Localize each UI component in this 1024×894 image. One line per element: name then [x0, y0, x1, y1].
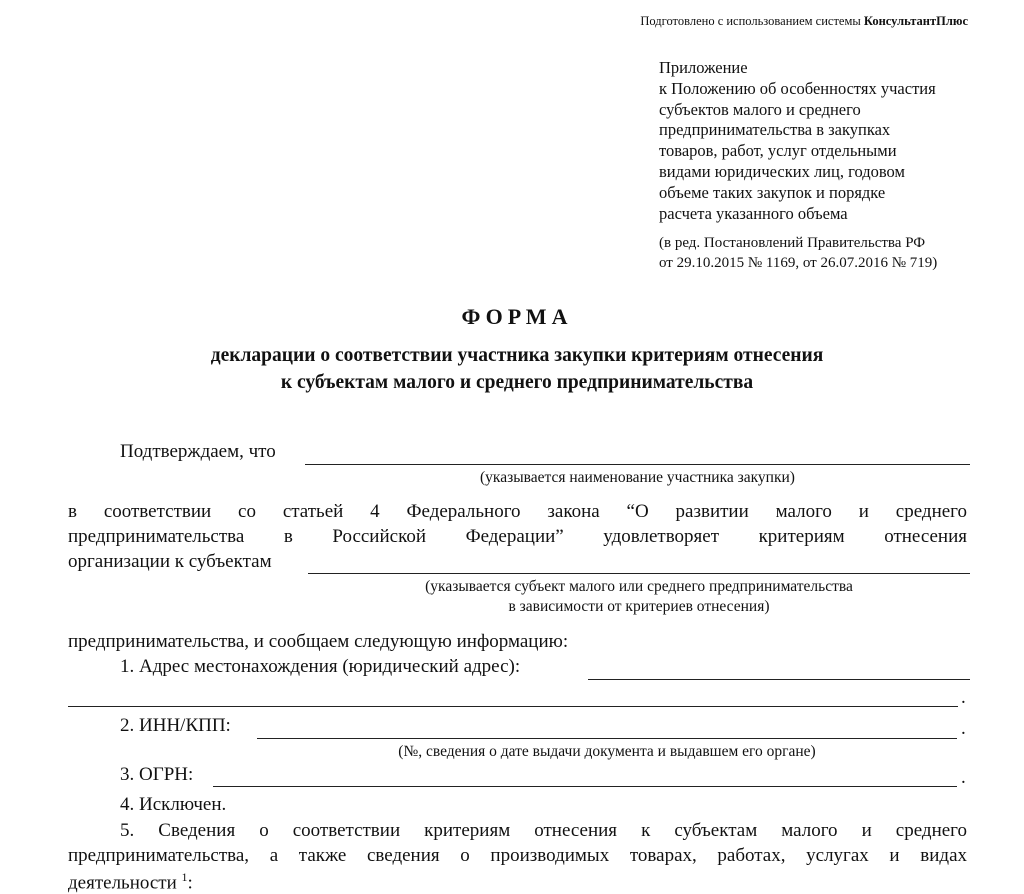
ogrn-field[interactable] [213, 786, 957, 787]
item-address-label: 1. Адрес местонахождения (юридический адрес): [120, 656, 521, 677]
participant-name-note: (указывается наименование участника закупки) [480, 469, 795, 486]
form-subtitle-line1: декларации о соответствии участника закупки критериям отнесения [210, 345, 824, 366]
item-excluded: 4. Исключен. [120, 794, 227, 815]
item-inn-label: 2. ИНН/КПП: [120, 715, 231, 736]
body-line: предпринимательства, и сообщаем следующую информацию: [68, 631, 569, 652]
item-ogrn-label: 3. ОГРН: [120, 764, 194, 785]
body-line: организации к субъектам [68, 551, 272, 572]
item-criteria-line: 5. Сведения о соответствии критериям отнесения к субъектам малого и среднего [120, 820, 967, 841]
appendix-line: видами юридических лиц, годовом [659, 161, 905, 181]
item-criteria-line: деятельности $^1$: [68, 870, 193, 894]
period: . [961, 767, 966, 788]
sme-subject-note-1: (указывается субъект малого или среднего предпринимательства [425, 578, 853, 595]
appendix-line: Приложение [659, 58, 748, 77]
appendix-line: расчета указанного объема [659, 203, 848, 223]
period: . [961, 687, 966, 708]
sme-subject-note-2: в зависимости от критериев отнесения) [508, 598, 770, 615]
form-subtitle-line2: к субъектам малого и среднего предпринимательства [280, 372, 754, 393]
participant-name-field[interactable] [305, 464, 970, 465]
inn-kpp-field[interactable] [257, 738, 957, 739]
amend-line: (в ред. Постановлений Правительства РФ [659, 235, 926, 251]
appendix-block [659, 58, 936, 224]
body-line: в соответствии со статьей 4 Федерального закона “О развитии малого и среднего [68, 501, 967, 522]
address-field[interactable] [588, 679, 970, 680]
appendix-line: к Положению об особенностях участия [659, 78, 936, 98]
sme-subject-field[interactable] [308, 573, 970, 574]
confirm-text: Подтверждаем, что [120, 441, 276, 462]
amend-line: от 29.10.2015 № 1169, от 26.07.2016 № 719) [659, 254, 938, 271]
footnote-mark[interactable]: 1 [181, 870, 188, 884]
amendment-note [659, 234, 937, 273]
appendix-line: предпринимательства в закупках [659, 120, 891, 140]
address-field-cont[interactable] [68, 706, 958, 707]
appendix-line: субъектов малого и среднего [659, 99, 861, 119]
item-criteria-line: предпринимательства, а также сведения о производимых товарах, работах, услугах и видах [68, 845, 967, 866]
appendix-line: объеме таких закупок и порядке [659, 182, 886, 202]
form-title: ФОРМА [461, 304, 573, 329]
body-line: предпринимательства в Российской Федерации” удовлетворяет критериям отнесения [68, 526, 967, 547]
appendix-line: товаров, работ, услуг отдельными [659, 141, 897, 161]
prepared-note: Подготовлено с использованием системы КонсультантПлюс [640, 14, 968, 28]
inn-note: (№, сведения о дате выдачи документа и выдавшем его органе) [398, 743, 816, 760]
consultant-brand: КонсультантПлюс [863, 14, 968, 28]
period: . [961, 718, 966, 739]
